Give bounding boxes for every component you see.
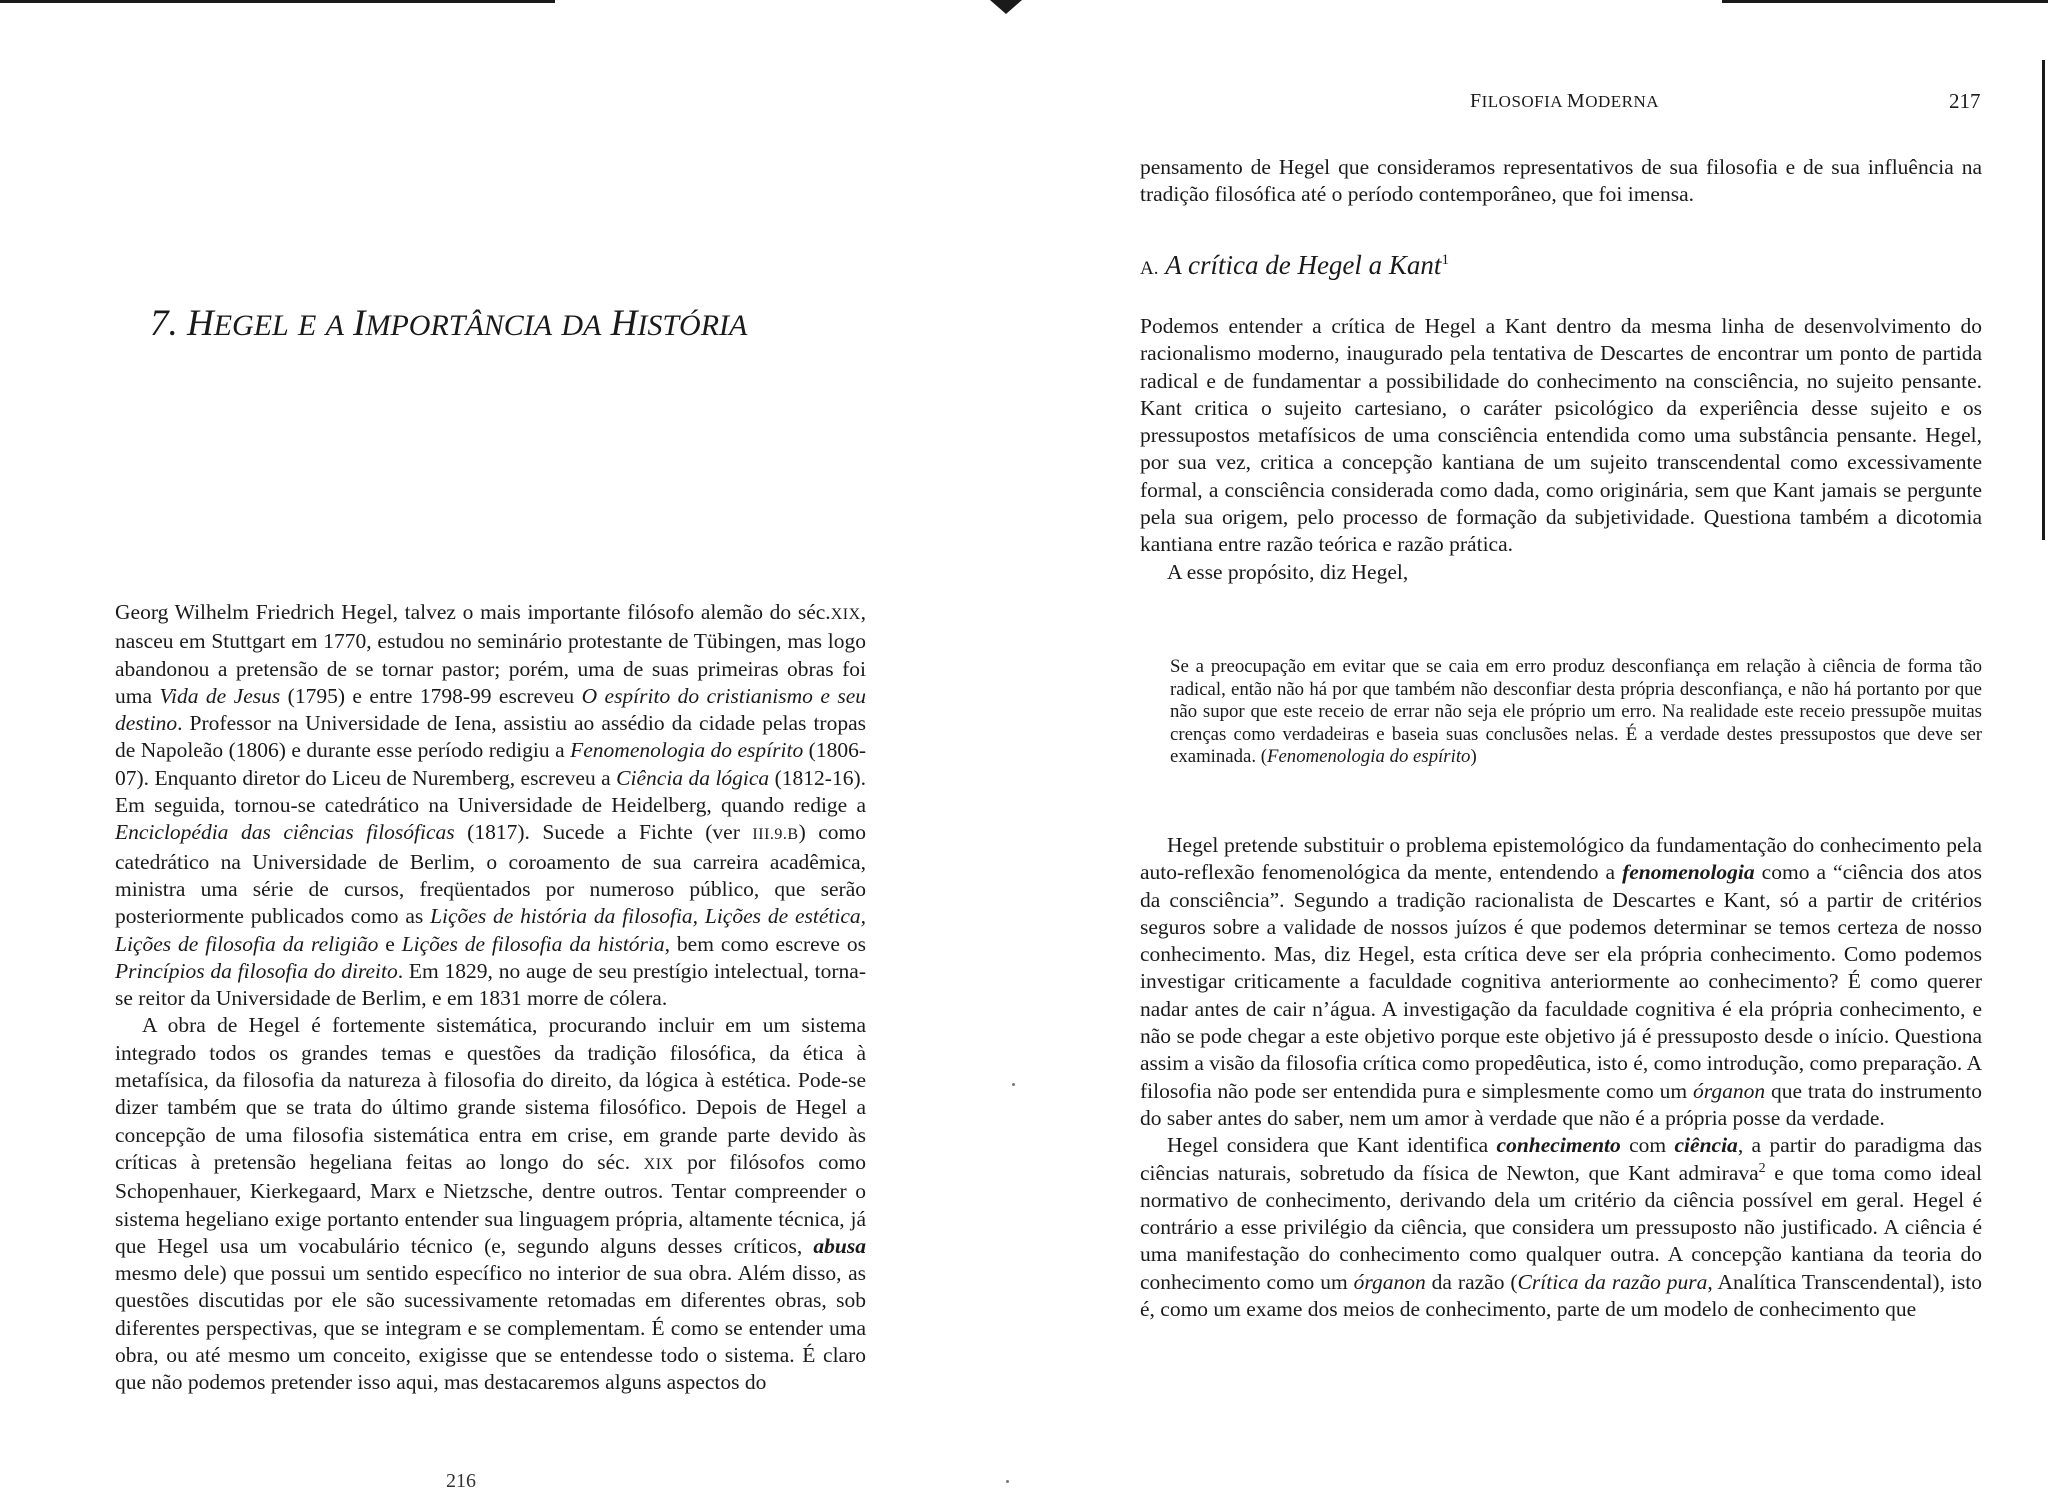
quote-text: Se a preocupação em evitar que se caia em erro produz desconfiança em relação à ciência de forma tão radical, então não há por que também não desconfiar desta própria desconfiança, e não há portanto por que não supor que este receio de errar não seja ele próprio um erro. Na realidade este receio pressupõe muitas crenças como verdadeiras e baseia suas conclusões nelas. É a verdade destes pressupostos que deve ser examinada. (Fenomenologia do espírito) [1170,656,1982,767]
right-intro-text [1140,154,1982,209]
scan-top-line-right [1722,0,2048,3]
footnote-mark: 2 [1758,1160,1766,1176]
bottom-page-number: 216 [446,1470,476,1492]
page-number: 217 [1949,89,1981,113]
left-body-text [115,599,866,1397]
paragraph: Podemos entender a crítica de Hegel a Kant dentro da mesma linha de desenvolvimento do racionalismo moderno, inaugurado pela tentativa de Descartes de encontrar um ponto de partida radical e de fundamentar a possibilidade do conhecimento na consciência, no sujeito pensante. Kant critica o sujeito cartesiano, o caráter psicológico da experiência desse sujeito e os pressupostos metafísicos de uma consciência entendida como uma substância pensante. Hegel, por sua vez, critica a concepção kantiana de um sujeito transcendental como excessivamente formal, a consciência considerada como dada, como originária, sem que Kant jamais se pergunte pela sua origem, pelo processo de formação da subjetividade. Questiona também a dicotomia kantiana entre razão teórica e razão prática. [1140,314,1982,557]
page-edge-shadow [2042,60,2045,540]
paragraph: A esse propósito, diz Hegel, [1167,559,1409,584]
section-heading: A. A crítica de Hegel a Kant$^1$ [1140,250,1449,280]
paragraph: Hegel pretende substituir o problema epistemológico da fundamentação do conhecimento pela auto-reflexão fenomenológica da mente, entendendo a fenomenologia como a “ciência dos atos da consciência”. Segundo a tradição racionalista de Descartes e Kant, só a partir de critérios seguros sobre a validade de nossos juízos é que podemos determinar se temos certeza de nosso conhecimento. Mas, diz Hegel, esta crítica deve ser ela própria conhecimento. Como podemos investigar criticamente a faculdade cognitiva anteriormente ao conhecimento? É como querer nadar antes de cair n’água. A investigação da faculdade cognitiva é ela própria conhecimento, e não se pode chegar a este objetivo porque este objetivo já é pressuposto desde o início. Questiona assim a visão da filosofia crítica como propedêutica, isto é, como introdução, como preparação. A filosofia não pode ser entendida pura e simplesmente como um órganon que trata do instrumento do saber antes do saber, nem um amor à verdade que não é a própria posse da verdade. [1140,833,1983,1130]
paragraph: pensamento de Hegel que consideramos representativos de sua filosofia e de sua influência na tradição filosófica até o período contemporâneo, que foi imensa. [1140,155,1982,207]
paragraph: Georg Wilhelm Friedrich Hegel, talvez o mais importante filósofo alemão do séc.XIX, nasceu em Stuttgart em 1770, estudou no seminário protestante de Tübingen, mas logo abandonou a pretensão de se tornar pastor; porém, uma de suas primeiras obras foi uma Vida de Jesus (1795) e entre 1798-99 escreveu O espírito do cristianismo e seu destino. Professor na Universidade de Iena, assistiu ao assédio da cidade pelas tropas de Napoleão (1806) e durante esse período redigiu a Fenomenologia do espírito (1806-07). Enquanto diretor do Liceu de Nuremberg, escreveu a Ciência da lógica (1812-16). Em seguida, tornou-se catedrático na Universidade de Heidelberg, quando redige a Enciclopédia das ciências filosóficas (1817). Sucede a Fichte (ver III.9.B) como catedrático na Universidade de Berlim, o coroamento de sua carreira acadêmica, ministra uma série de cursos, freqüentados por numeroso público, que serão posteriormente publicados como as Lições de história da filosofia, Lições de estética, Lições de filosofia da religião e Lições de filosofia da história, bem como escreve os Princípios da filosofia do direito. Em 1829, no auge de seu prestígio intelectual, torna-se reitor da Universidade de Berlim, e em 1831 morre de cólera. [115,600,866,1011]
block-quote [1170,656,1982,769]
left-page [0,0,1024,1491]
footnote-mark: 1 [1441,252,1449,268]
running-header: FILOSOFIA MODERNA [1470,90,1660,112]
chapter-title: 7. HEGEL E A IMPORTÂNCIA DA HISTÓRIA [150,303,748,344]
right-body-text-2 [1140,832,1982,1323]
paragraph: Hegel considera que Kant identifica conhecimento com ciência, a partir do paradigma das ciências naturais, sobretudo da física de Newton, que Kant admirava$^2$ e que toma como ideal normativo de conhecimento, derivando dela um critério da ciência possível em geral. Hegel é contrário a esse privilégio da ciência, que considera um pressuposto não justificado. A ciência é uma manifestação do conhecimento como qualquer outra. A concepção kantiana da teoria do conhecimento como um órganon da razão (Crítica da razão pura, Analítica Transcendental), isto é, como um exame dos meios de conhecimento, parte de um modelo de conhecimento que [1140,1133,1982,1322]
right-body-text-1 [1140,313,1982,586]
paragraph: A obra de Hegel é fortemente sistemática, procurando incluir em um sistema integrado todos os grandes temas e questões da tradição filosófica, da ética à metafísica, da filosofia da natureza à filosofia do direito, da lógica à estética. Pode-se dizer também que se trata do último grande sistema filosófico. Depois de Hegel a concepção de uma filosofia sistemática entra em crise, em grande parte devido às críticas à pretensão hegeliana feitas ao longo do séc. XIX por filósofos como Schopenhauer, Kierkegaard, Marx e Nietzsche, dentre outros. Tentar compreender o sistema hegeliano exige portanto entender sua linguagem própria, altamente técnica, já que Hegel usa um vocabulário técnico (e, segundo alguns desses críticos, abusa mesmo dele) que possui um sentido específico no interior de sua obra. Além disso, as questões discutidas por ele são sucessivamente retomadas em diferentes obras, sob diferentes perspectivas, que se integram e se complementam. É como se entender uma obra, ou até mesmo um conceito, exigisse que se entendesse todo o sistema. É claro que não podemos pretender isso aqui, mas destacaremos alguns aspectos do [115,1013,866,1395]
